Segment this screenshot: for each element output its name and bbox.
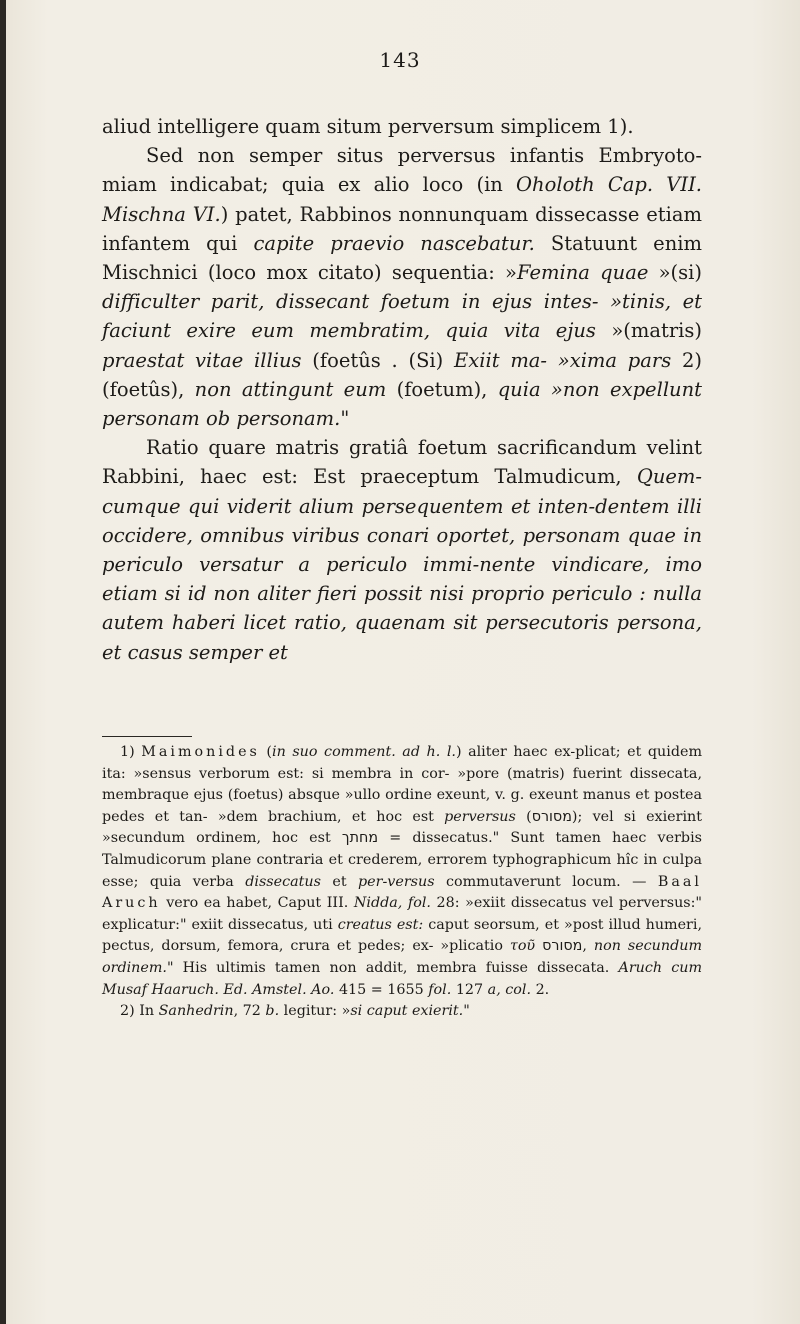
text-run: Ratio quare matris gratiâ foetum sacrificandum velint Rabbini, haec est: Est praeceptum Talmudicum, (102, 436, 702, 489)
text-run: caput seorsum, et »post illud humeri, pectus, dorsum, femora, crura et pedes; ex- »plicatio (102, 916, 703, 955)
author-name: Baal Aruch (102, 873, 702, 912)
text-run: Statuunt enim Mischnici (loco mox citato) sequentia: » (102, 231, 702, 285)
text-run: (foetum), (386, 377, 498, 401)
italic-run: in suo comment. ad h. l. (272, 744, 456, 760)
text-run: et (320, 873, 359, 890)
quotation: quia »non expellunt personam ob personam. (102, 377, 703, 431)
citation: Oholoth Cap. VII. Mischna VI. (102, 173, 702, 226)
footnote-rule (102, 736, 192, 737)
text-run: ( (515, 808, 532, 825)
quotation: praestat vitae illius (102, 348, 302, 372)
text-run: vero ea habet, Caput III. (160, 895, 354, 912)
greek-term: τοῦ (509, 938, 536, 955)
text-run: (foetûs . (Si) (301, 348, 455, 372)
quotation: si caput exierit. (350, 1003, 464, 1020)
text-run: 127 (451, 981, 488, 998)
paragraph-2 (102, 141, 702, 433)
text-run: 2) (foetûs), (102, 348, 702, 401)
citation: Aruch cum Musaf Haaruch. Ed. Amstel. Ao. (102, 959, 703, 998)
italic-run: non secundum ordinem. (102, 938, 703, 976)
text-run: legitur: » (279, 1003, 351, 1020)
text-run: Sed non semper situs perversus infantis Embryoto-miam indicabat; quia ex alio loco (in (102, 144, 702, 197)
footnote-2 (102, 1001, 702, 1023)
text-run: »(si) (648, 261, 702, 285)
text-run: , 72 (233, 1003, 266, 1020)
text-run: , (582, 938, 594, 955)
text-run: 415 = 1655 (334, 981, 429, 998)
text-run: " (463, 1003, 470, 1020)
italic-run: creatus est: (337, 916, 424, 933)
footnote-1 (102, 742, 702, 1001)
text-run: ) aliter haec ex-plicat; et quidem ita: »sensus verborum est: si membra in cor- »pore (matris) fuerint dissecata, membraque ejus (foetus) absque »ullo ordine exeunt, v. g. exeunt manus et postea pedes et tan- »dem brachium, et hoc est (102, 744, 703, 825)
paragraph-3 (102, 433, 702, 667)
italic-run: a, col. (487, 981, 532, 998)
italic-run: capite praevio nascebatur. (253, 231, 535, 255)
footnote-marker: 1) (120, 744, 142, 760)
italic-run: Nidda, fol. (353, 895, 431, 912)
quotation: difficulter parit, dissecant foetum in ejus intes- »tinis, et faciunt exire eum membratim, quia vita ejus (102, 290, 702, 343)
text-run: commutaverunt locum. — (434, 873, 658, 890)
italic-run: Sanhedrin (158, 1003, 234, 1020)
binding-edge (0, 0, 6, 1324)
hebrew-term: מסורס (542, 938, 583, 955)
paragraph-1 (102, 112, 702, 141)
text-run: 2. (531, 981, 550, 998)
text-run: ( (259, 744, 273, 760)
author-name: Maimonides (141, 744, 260, 760)
text-run: ) patet, Rabbinos nonnunquam dissecasse etiam infantem qui (102, 202, 702, 255)
text-run: " (340, 407, 350, 431)
quotation: non attingunt eum (194, 377, 387, 401)
footnotes (102, 742, 702, 1023)
main-text (102, 112, 702, 667)
italic-run: dissecatus (245, 873, 321, 890)
text-run: = dissecatus." Sunt tamen haec verbis Talmudicorum plane contraria et crederem, errorem typhographicum hîc in culpa esse; quia verba (102, 830, 702, 890)
italic-run: perversus (444, 808, 516, 825)
text-run: 28: »exiit dissecatus vel perversus:" explicatur:" exiit dissecatus, uti (102, 895, 703, 933)
italic-run: per-versus (358, 873, 435, 890)
text-run: aliud intelligere quam situm perversum simplicem 1). (102, 115, 634, 138)
quotation: Femina quae (517, 261, 649, 285)
page-number: 143 (379, 48, 421, 72)
footnote-marker: 2) In (120, 1003, 159, 1020)
quotation: Quem-cumque qui viderit alium persequentem et inten-dentem illi occidere, omnibus viribus conari oportet, personam quae in periculo versatur a periculo immi-nente vindicare, imo etiam si id non aliter fieri possit nisi proprio periculo : nulla autem haberi licet ratio, quaenam sit persecutoris persona, et casus semper et (102, 465, 702, 664)
text-run: »(matris) (595, 319, 702, 343)
italic-run: fol. (428, 981, 452, 998)
quotation: Exiit ma- »xima pars (454, 348, 672, 372)
text-run: ); vel si exierint »secundum ordinem, hoc est (102, 808, 702, 847)
italic-run: b. (265, 1003, 280, 1020)
hebrew-term: מסורס (531, 808, 572, 825)
hebrew-term: מחתך (341, 830, 379, 847)
text-run: " His ultimis tamen non addit, membra fuisse dissecata. (166, 959, 619, 976)
